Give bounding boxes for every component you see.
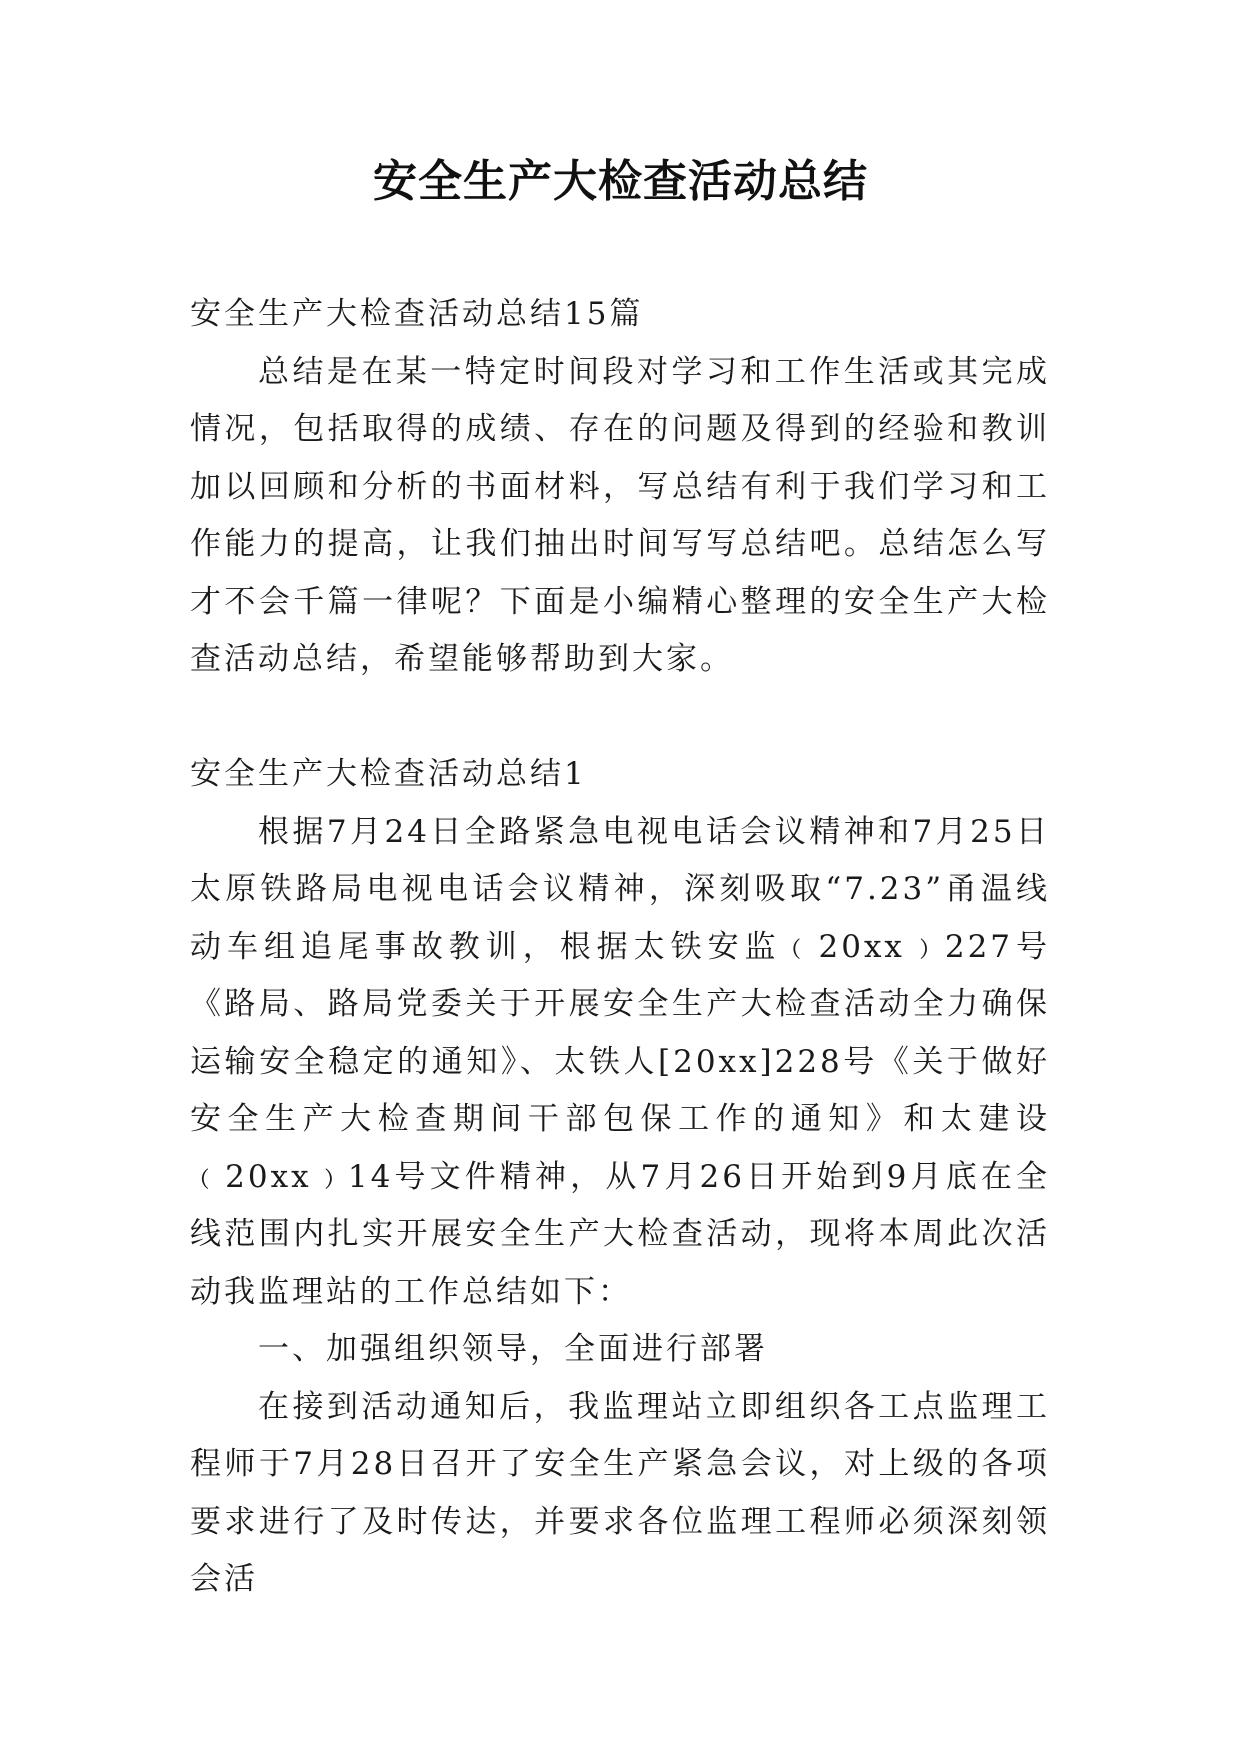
body-paragraph-1: 根据7月24日全路紧急电视电话会议精神和7月25日太原铁路局电视电话会议精神，深刻吸取“7.23”甬温线动车组追尾事故教训，根据太铁安监﹙20xx﹚227号《路局、路局党委关于开展安全生产大检查活动全力确保运输安全稳定的通知》、太铁人[20xx]228号《关于做好安全生产大检查期间干部包保工作的通知》和太建设﹙20xx﹚14号文件精神，从7月26日开始到9月底在全线范围内扎实开展安全生产大检查活动，现将本周此次活动我监理站的工作总结如下： bbox=[190, 813, 1050, 1310]
section-heading-1: 一、加强组织领导，全面进行部署 bbox=[258, 1331, 768, 1367]
body-paragraph-2: 在接到活动通知后，我监理站立即组织各工点监理工程师于7月28日召开了安全生产紧急会议，对上级的各项要求进行了及时传达，并要求各位监理工程师必须深刻领会活 bbox=[190, 1388, 1050, 1597]
series-heading: 安全生产大检查活动总结15篇 bbox=[190, 296, 644, 332]
article-heading: 安全生产大检查活动总结1 bbox=[190, 756, 587, 792]
document-title: 安全生产大检查活动总结 bbox=[373, 156, 868, 207]
paragraph-spacer bbox=[190, 689, 1050, 747]
intro-paragraph: 总结是在某一特定时间段对学习和工作生活或其完成情况，包括取得的成绩、存在的问题及得到的经验和教训加以回顾和分析的书面材料，写总结有利于我们学习和工作能力的提高，让我们抽出时间写写总结吧。总结怎么写才不会千篇一律呢？下面是小编精心整理的安全生产大检查活动总结，希望能够帮助到大家。 bbox=[190, 353, 1050, 677]
document-body bbox=[190, 286, 1050, 1609]
